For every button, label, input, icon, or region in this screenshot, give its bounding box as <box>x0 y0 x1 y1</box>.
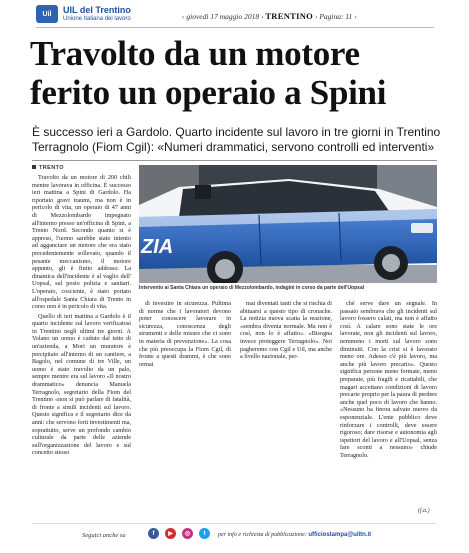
uil-logo <box>36 5 131 23</box>
paragraph: di investire in sicurezza. Pultima di norme che i lavoratori devono poter conoscere lavorare in sicurezza, conoscenza degli strumenti e delle misure che ci sono in materia di prevenzione». La cosa che più preoccupa la Fiom Cgil, di fronte a questi drammi, è che sono ormai <box>139 300 231 368</box>
byline-square-icon <box>32 165 36 169</box>
paragraph: Quello di ieri mattina a Gardolo è il quarto incidente sul lavoro verificatosi in Trentino negli ultimi tre giorni. A Volano un uomo è caduto dal tetto di un'azienda, a Mori un muratore è precipitato all'interno di un cantiere, a Bagolo, nel comune di tre Ville, un uomo è stato travolto da un palo, sempre mentre era sul lavoro «Il nostro drammatico» denuncia Manuela Terragnolo, segretario della Fiom del Trentino «non si può parlare di fatalità, di fronte a simili incidenti sul lavoro. Questo significa e il segretario dice da anni: che servono forti investimenti ma, soprattutto, serve un profondo cambio culturale da parte delle aziende sull'organizzazione del lavoro e sul concetto stesso <box>32 312 131 457</box>
contact-info: per info e richiesta di pubblicazione: ufficiostampa@uiltn.it <box>218 532 372 538</box>
photo-caption: Intervento ai Santa Chiara un operaio di Mezzolombardo, indagini in corso da parte dell'Uopsal <box>139 285 365 291</box>
page-number: Pagina: 11 <box>319 12 353 21</box>
news-photo <box>139 165 437 283</box>
uil-logo-mark: Uil <box>36 5 58 23</box>
logo-tagline: Unione Italiana del lavoro <box>63 16 131 22</box>
article-column-3 <box>240 300 332 516</box>
page-header <box>0 0 469 28</box>
subheadline: È successo ieri a Gardolo. Quarto incidente sul lavoro in tre giorni in Trentino Terragnolo (Fiom Cgil): «Numeri drammatici, servono controlli ed interventi» <box>32 125 441 154</box>
follow-text: Seguici anche su <box>82 532 126 539</box>
article-column-2 <box>139 300 231 516</box>
logo-name: UIL del Trentino <box>63 5 131 15</box>
issue-date: giovedì 17 maggio 2018 <box>186 12 260 21</box>
social-links <box>148 528 216 539</box>
divider-rule <box>32 160 437 161</box>
twitter-icon[interactable]: t <box>199 528 210 539</box>
headline-line-1: Travolto da un motore <box>30 34 360 73</box>
section-name: TRENTINO <box>265 11 314 21</box>
paragraph: Travolto da un motore di 200 chili mentre lavorava in officina. È successo ieri mattina a Spini di Gardolo. Ha riportato gravi traumi, ma non è in pericolo di vita, un operaio di 47 anni di Mezzolombardo impegnato all'interno presso un'officina di Spini, a Trento Nord. Secondo quanto si è appreso, l'uomo sarebbe stato intento ad agganciare un motore che era stato precedentemente sollevato, quando il pesante meccanismo, il motore appunto, gli è finito addosso. La dinamica dell'incidente è al vaglio dell' Uopsal, sul posto polizia e sanitari. L'operaio, cosciente, è stato portato all'ospedale Santa Chiara di Trento in corso non è in pericolo di vita. <box>32 174 131 311</box>
headline-line-2: ferito un operaio a Spini <box>30 73 387 112</box>
police-car-image <box>139 165 437 283</box>
article-column-1 <box>32 174 131 516</box>
headline <box>30 34 440 112</box>
youtube-icon[interactable]: ▶ <box>165 528 176 539</box>
instagram-icon[interactable]: ◎ <box>182 528 193 539</box>
paragraph: ché serve dare un segnale. In passato sembrava che gli incidenti sul lavoro fossero calati, ma non è affatto così. A calare sono state le ore lavorate, non gli incidenti sul lavoro, nemmeno i morti sul lavoro sono diminuiti. Con la crisi si è lavorato meno ore. Adesso c'è più lavoro, ma anche più lavoro precario». Questo significa persone meno formate, meno preparate, più fragili e ricattabili, che magari accettano condizioni di lavoro precarie proprio per la paura di perdere anche quel poco di lavoro che hanno. «Nessuno ha finora salvato nuovo da esponenziale. L'ente pubblico deve rinforzare i controlli, deve essere rigoroso; dare risorse e autonomia agli ispettori del lavoro e all'Uopsal, senza fare sconti a nessuno» chiude Terragnolo. <box>340 300 437 459</box>
paragraph: mai diventati tanti che si rischia di abituarsi a questo tipo di cronache. La notizia nuova scatta la reazione, «sembra diventa normale. Ma non è così, non lo è affatto». «Bisogna invece proteggere Terragnolo». Noi pagheremo con Cgil e Uil, ma anche a livello nazionale, per- <box>240 300 332 361</box>
article-column-4 <box>340 300 437 516</box>
dateline: ‹ giovedì 17 maggio 2018 › TRENTINO › Pagina: 11 › <box>182 11 357 21</box>
facebook-icon[interactable]: f <box>148 528 159 539</box>
header-rule <box>36 27 434 28</box>
contact-email-link[interactable]: ufficiostampa@uiltn.it <box>308 532 372 538</box>
author-signature: (f.a.) <box>418 508 430 514</box>
police-door-text: ZIA <box>141 236 174 258</box>
page-footer <box>32 523 437 546</box>
byline: TRENTO <box>32 165 64 171</box>
